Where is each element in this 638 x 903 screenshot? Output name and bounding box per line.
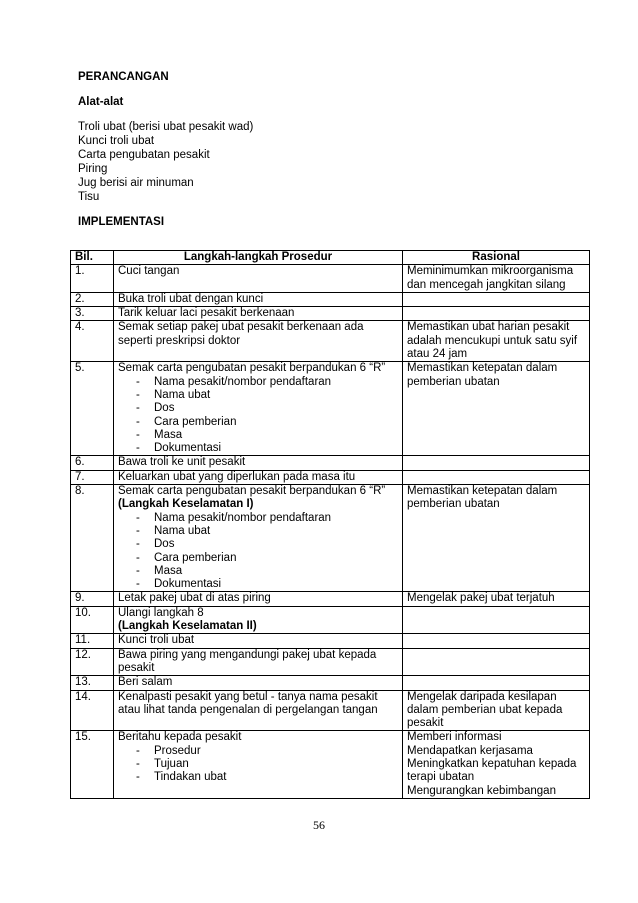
- step-text: Tarik keluar laci pesakit berkenaan: [118, 307, 295, 320]
- sub-item: [118, 389, 398, 402]
- dash-bullet-icon: -: [136, 771, 140, 784]
- tool-item: Jug berisi air minuman: [78, 177, 194, 189]
- step-text: Semak carta pengubatan pesakit berpandukan 6 “R”: [118, 485, 386, 498]
- rationale: [403, 731, 590, 798]
- safety-step-label: (Langkah Keselamatan II): [118, 620, 257, 633]
- step-text: Beri salam: [118, 676, 173, 689]
- row-number: 7.: [71, 470, 114, 484]
- rationale: [403, 470, 590, 484]
- tool-item: Tisu: [78, 191, 100, 203]
- sub-item: [118, 416, 398, 429]
- dash-bullet-icon: -: [136, 524, 140, 537]
- rationale-text: dalam pemberian ubat kepada: [407, 703, 563, 716]
- dash-bullet-icon: -: [136, 757, 140, 770]
- row-number: 3.: [71, 307, 114, 321]
- rationale-text: Memastikan ketepatan dalam: [407, 485, 558, 498]
- row-number: 10.: [71, 606, 114, 634]
- rationale: [403, 307, 590, 321]
- table-row: [71, 634, 590, 648]
- step-text: Bawa piring yang mengandungi pakej ubat kepada: [118, 648, 377, 661]
- table-row: [71, 731, 590, 798]
- dash-bullet-icon: -: [136, 744, 140, 757]
- row-number: 8.: [71, 485, 114, 592]
- table-body: [71, 265, 590, 799]
- row-number: 15.: [71, 731, 114, 798]
- rationale: [403, 321, 590, 362]
- rationale-text: pemberian ubatan: [407, 498, 500, 511]
- sub-item: [118, 402, 398, 415]
- procedure-step: [114, 265, 403, 293]
- sub-item-text: Dos: [154, 538, 175, 551]
- tools-title: Alat-alat: [78, 96, 124, 108]
- table-row: [71, 485, 590, 592]
- row-number: 4.: [71, 321, 114, 362]
- step-text: pesakit: [118, 661, 155, 674]
- row-number: 13.: [71, 676, 114, 690]
- rationale-text: Mengelak pakej ubat terjatuh: [407, 592, 555, 605]
- procedure-step: [114, 485, 403, 592]
- safety-step-label: (Langkah Keselamatan I): [118, 498, 254, 511]
- sub-item-text: Cara pemberian: [154, 551, 237, 564]
- dash-bullet-icon: -: [136, 402, 140, 415]
- rationale-text: Mengelak daripada kesilapan: [407, 690, 557, 703]
- procedure-step: [114, 634, 403, 648]
- sub-item-text: Dokumentasi: [154, 442, 222, 455]
- rationale-text: terapi ubatan: [407, 771, 475, 784]
- step-text: Letak pakej ubat di atas piring: [118, 592, 271, 605]
- tool-item: Carta pengubatan pesakit: [78, 149, 210, 161]
- procedure-step: [114, 292, 403, 306]
- rationale: [403, 292, 590, 306]
- procedure-step: [114, 456, 403, 470]
- sub-item-text: Masa: [154, 564, 183, 577]
- step-text: seperti preskripsi doktor: [118, 334, 241, 347]
- sub-item-text: Nama ubat: [154, 524, 211, 537]
- table-header-row: [71, 251, 590, 265]
- procedure-table: [70, 250, 590, 799]
- row-number: 12.: [71, 648, 114, 676]
- sub-item-text: Nama pesakit/nombor pendaftaran: [154, 375, 332, 388]
- rationale-text: Mengurangkan kebimbangan: [407, 784, 556, 797]
- sub-item: [118, 578, 398, 591]
- procedure-step: [114, 731, 403, 798]
- procedure-step: [114, 606, 403, 634]
- table-row: [71, 321, 590, 362]
- rationale: [403, 362, 590, 456]
- rationale-text: adalah mencukupi untuk satu syif: [407, 334, 578, 347]
- procedure-step: [114, 592, 403, 606]
- sub-item: [118, 745, 398, 758]
- sub-item: [118, 565, 398, 578]
- sub-item-text: Prosedur: [154, 744, 201, 757]
- rationale-text: pesakit: [407, 717, 444, 730]
- sub-item-text: Cara pemberian: [154, 415, 237, 428]
- dash-bullet-icon: -: [136, 428, 140, 441]
- document-page: [78, 70, 578, 229]
- rationale-text: Meningkatkan kepatuhan kepada: [407, 757, 577, 770]
- sub-item: [118, 442, 398, 455]
- row-number: 1.: [71, 265, 114, 293]
- tool-item: Piring: [78, 163, 108, 175]
- page-number: 56: [313, 818, 325, 832]
- table-row: [71, 592, 590, 606]
- section-title-perancangan: PERANCANGAN: [78, 71, 169, 83]
- rationale-text: Memberi informasi: [407, 731, 502, 744]
- tool-item: Kunci troli ubat: [78, 135, 155, 147]
- column-header-bil: Bil.: [71, 251, 114, 265]
- sub-item: [118, 376, 398, 389]
- column-header-langkah: Langkah-langkah Prosedur: [114, 251, 403, 265]
- rationale: [403, 648, 590, 676]
- dash-bullet-icon: -: [136, 564, 140, 577]
- step-text: Keluarkan ubat yang diperlukan pada masa itu: [118, 470, 356, 483]
- sub-item-text: Dokumentasi: [154, 578, 222, 591]
- procedure-step: [114, 676, 403, 690]
- row-number: 9.: [71, 592, 114, 606]
- table-row: [71, 690, 590, 731]
- sub-item: [118, 525, 398, 538]
- step-text: Semak setiap pakej ubat pesakit berkenaan ada: [118, 321, 364, 334]
- sub-item: [118, 552, 398, 565]
- sub-item: [118, 758, 398, 771]
- dash-bullet-icon: -: [136, 388, 140, 401]
- sub-item: [118, 771, 398, 784]
- step-text: Semak carta pengubatan pesakit berpandukan 6 “R”: [118, 362, 386, 375]
- rationale: [403, 265, 590, 293]
- table-row: [71, 307, 590, 321]
- table-row: [71, 676, 590, 690]
- sub-item-text: Masa: [154, 428, 183, 441]
- rationale: [403, 676, 590, 690]
- rationale-text: Memastikan ketepatan dalam: [407, 362, 558, 375]
- rationale: [403, 592, 590, 606]
- row-number: 14.: [71, 690, 114, 731]
- step-text: Cuci tangan: [118, 265, 180, 278]
- sub-item-text: Nama pesakit/nombor pendaftaran: [154, 511, 332, 524]
- procedure-step: [114, 690, 403, 731]
- table-row: [71, 265, 590, 293]
- dash-bullet-icon: -: [136, 442, 140, 455]
- row-number: 2.: [71, 292, 114, 306]
- sub-item-text: Tindakan ubat: [154, 771, 227, 784]
- dash-bullet-icon: -: [136, 538, 140, 551]
- sub-item: [118, 538, 398, 551]
- step-text: Kenalpasti pesakit yang betul - tanya nama pesakit: [118, 690, 378, 703]
- sub-item-text: Tujuan: [154, 757, 189, 770]
- tools-list: [78, 120, 578, 204]
- sub-item: [118, 429, 398, 442]
- table-row: [71, 606, 590, 634]
- row-number: 6.: [71, 456, 114, 470]
- table-row: [71, 362, 590, 456]
- table-row: [71, 470, 590, 484]
- row-number: 11.: [71, 634, 114, 648]
- procedure-step: [114, 362, 403, 456]
- row-number: 5.: [71, 362, 114, 456]
- step-text: Bawa troli ke unit pesakit: [118, 456, 246, 469]
- dash-bullet-icon: -: [136, 375, 140, 388]
- column-header-rasional: Rasional: [403, 251, 590, 265]
- step-text: atau lihat tanda pengenalan di pergelangan tangan: [118, 703, 378, 716]
- rationale-text: Mendapatkan kerjasama: [407, 744, 533, 757]
- rationale-text: Memastikan ubat harian pesakit: [407, 321, 570, 334]
- procedure-step: [114, 470, 403, 484]
- dash-bullet-icon: -: [136, 511, 140, 524]
- procedure-step: [114, 321, 403, 362]
- rationale-text: Meminimumkan mikroorganisma: [407, 265, 574, 278]
- rationale-text: atau 24 jam: [407, 348, 468, 361]
- rationale: [403, 485, 590, 592]
- section-title-implementasi: IMPLEMENTASI: [78, 216, 165, 228]
- tool-item: Troli ubat (berisi ubat pesakit wad): [78, 121, 254, 133]
- procedure-step: [114, 307, 403, 321]
- step-text: Kunci troli ubat: [118, 634, 195, 647]
- rationale: [403, 634, 590, 648]
- table-row: [71, 648, 590, 676]
- sub-item-text: Dos: [154, 402, 175, 415]
- step-text: Beritahu kepada pesakit: [118, 731, 242, 744]
- procedure-step: [114, 648, 403, 676]
- table-row: [71, 292, 590, 306]
- rationale-text: pemberian ubatan: [407, 375, 500, 388]
- step-text: Ulangi langkah 8: [118, 606, 204, 619]
- rationale: [403, 456, 590, 470]
- sub-item: [118, 512, 398, 525]
- step-text: Buka troli ubat dengan kunci: [118, 292, 264, 305]
- sub-item-text: Nama ubat: [154, 388, 211, 401]
- dash-bullet-icon: -: [136, 578, 140, 591]
- rationale-text: dan mencegah jangkitan silang: [407, 278, 566, 291]
- rationale: [403, 690, 590, 731]
- dash-bullet-icon: -: [136, 551, 140, 564]
- table-row: [71, 456, 590, 470]
- rationale: [403, 606, 590, 634]
- dash-bullet-icon: -: [136, 415, 140, 428]
